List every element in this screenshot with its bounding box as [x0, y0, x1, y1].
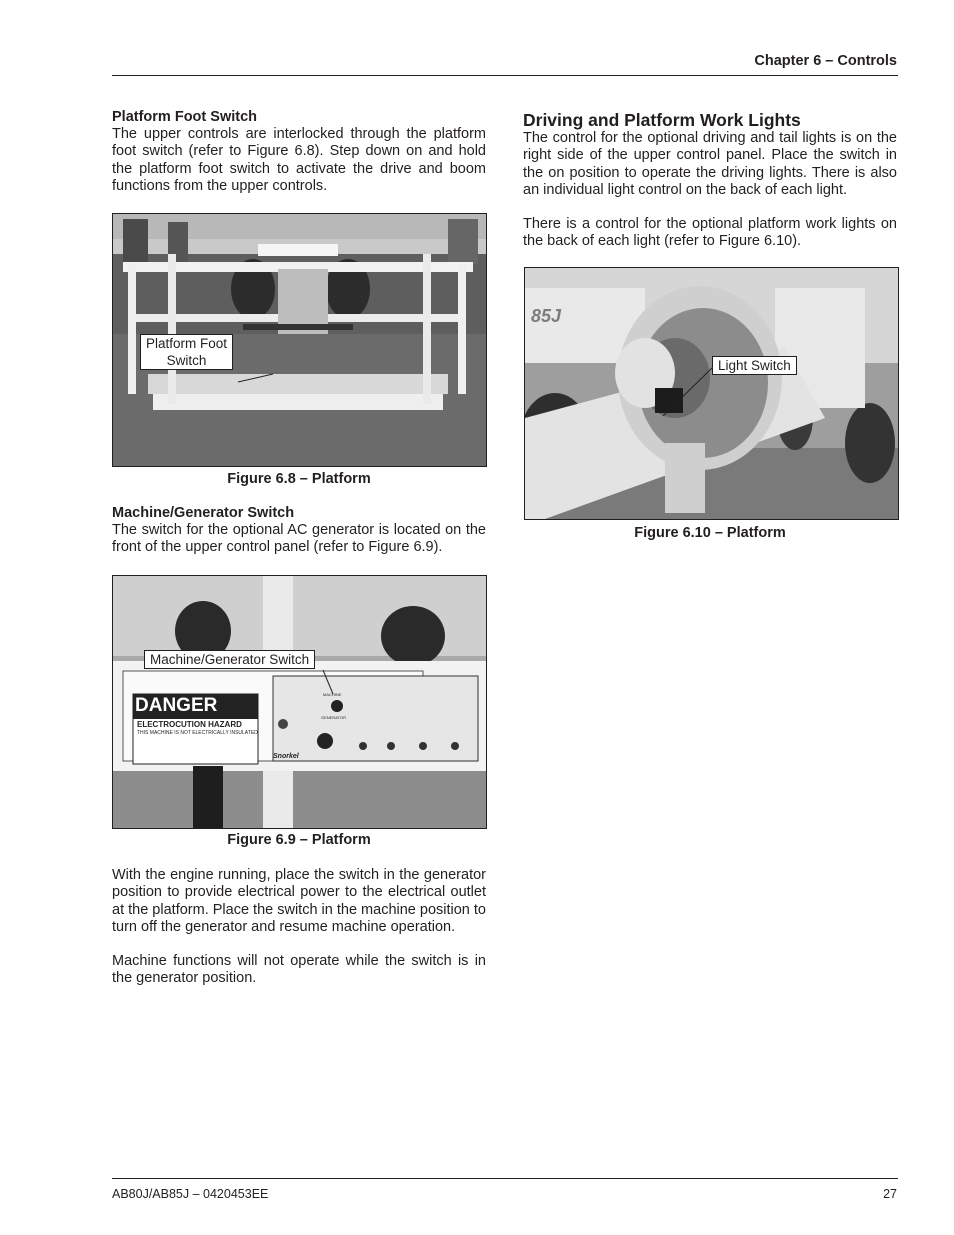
chapter-title: Chapter 6 – Controls	[754, 53, 897, 69]
paragraph-driving-lights: The control for the optional driving and tail lights is on the right side of the upper control panel. Place the switch in the on position to operate the driving lights. There is also an individual light control on the back of each light.	[523, 130, 897, 198]
heading-platform-foot-switch: Platform Foot Switch	[112, 109, 257, 125]
callout-line: Switch	[166, 353, 207, 368]
paragraph-machine-functions: Machine functions will not operate while the switch is in the generator position.	[112, 953, 486, 987]
heading-driving-lights: Driving and Platform Work Lights	[523, 110, 801, 130]
caption-figure-6-8: Figure 6.8 – Platform	[227, 471, 371, 487]
paragraph-generator-switch: The switch for the optional AC generator is located on the front of the upper control panel (refer to Figure 6.9).	[112, 522, 486, 556]
switch-label-generator: GENERATOR	[321, 715, 346, 720]
footer-model: AB80J/AB85J – 0420453EE	[112, 1187, 269, 1201]
caption-figure-6-10: Figure 6.10 – Platform	[634, 525, 786, 541]
figure-6-9-photo	[112, 575, 487, 829]
callout-light-switch: Light Switch	[712, 356, 797, 375]
paragraph-work-lights: There is a control for the optional platform work lights on the back of each light (refer to Figure 6.10).	[523, 216, 897, 250]
switch-label-machine: MACHINE	[323, 692, 342, 697]
danger-subtitle: ELECTROCUTION HAZARD	[137, 720, 242, 729]
paragraph-foot-switch: The upper controls are interlocked through the platform foot switch (refer to Figure 6.8). Step down on and hold the platform foot switch to activate the drive and boom functions from the upper controls.	[112, 126, 486, 194]
header-rule	[112, 75, 898, 76]
danger-line: THIS MACHINE IS NOT ELECTRICALLY INSULATED	[137, 730, 258, 736]
callout-line: Platform Foot	[146, 336, 228, 351]
paragraph-engine-running: With the engine running, place the switch in the generator position to provide electrical power to the electrical outlet at the platform. Place the switch in the machine position to turn off the generator and resume machine operation.	[112, 867, 486, 935]
heading-machine-generator-switch: Machine/Generator Switch	[112, 505, 295, 521]
brand-label: Snorkel	[273, 753, 299, 760]
danger-title: DANGER	[135, 695, 218, 716]
figure-6-10-photo	[524, 267, 899, 520]
footer-rule	[112, 1178, 898, 1179]
page-number: 27	[883, 1187, 897, 1201]
machine-model-label: 85J	[531, 306, 562, 326]
figure-6-8-photo	[112, 213, 487, 467]
callout-platform-foot-switch	[140, 334, 233, 370]
callout-machine-generator-switch: Machine/Generator Switch	[144, 650, 315, 669]
caption-figure-6-9: Figure 6.9 – Platform	[227, 832, 371, 848]
